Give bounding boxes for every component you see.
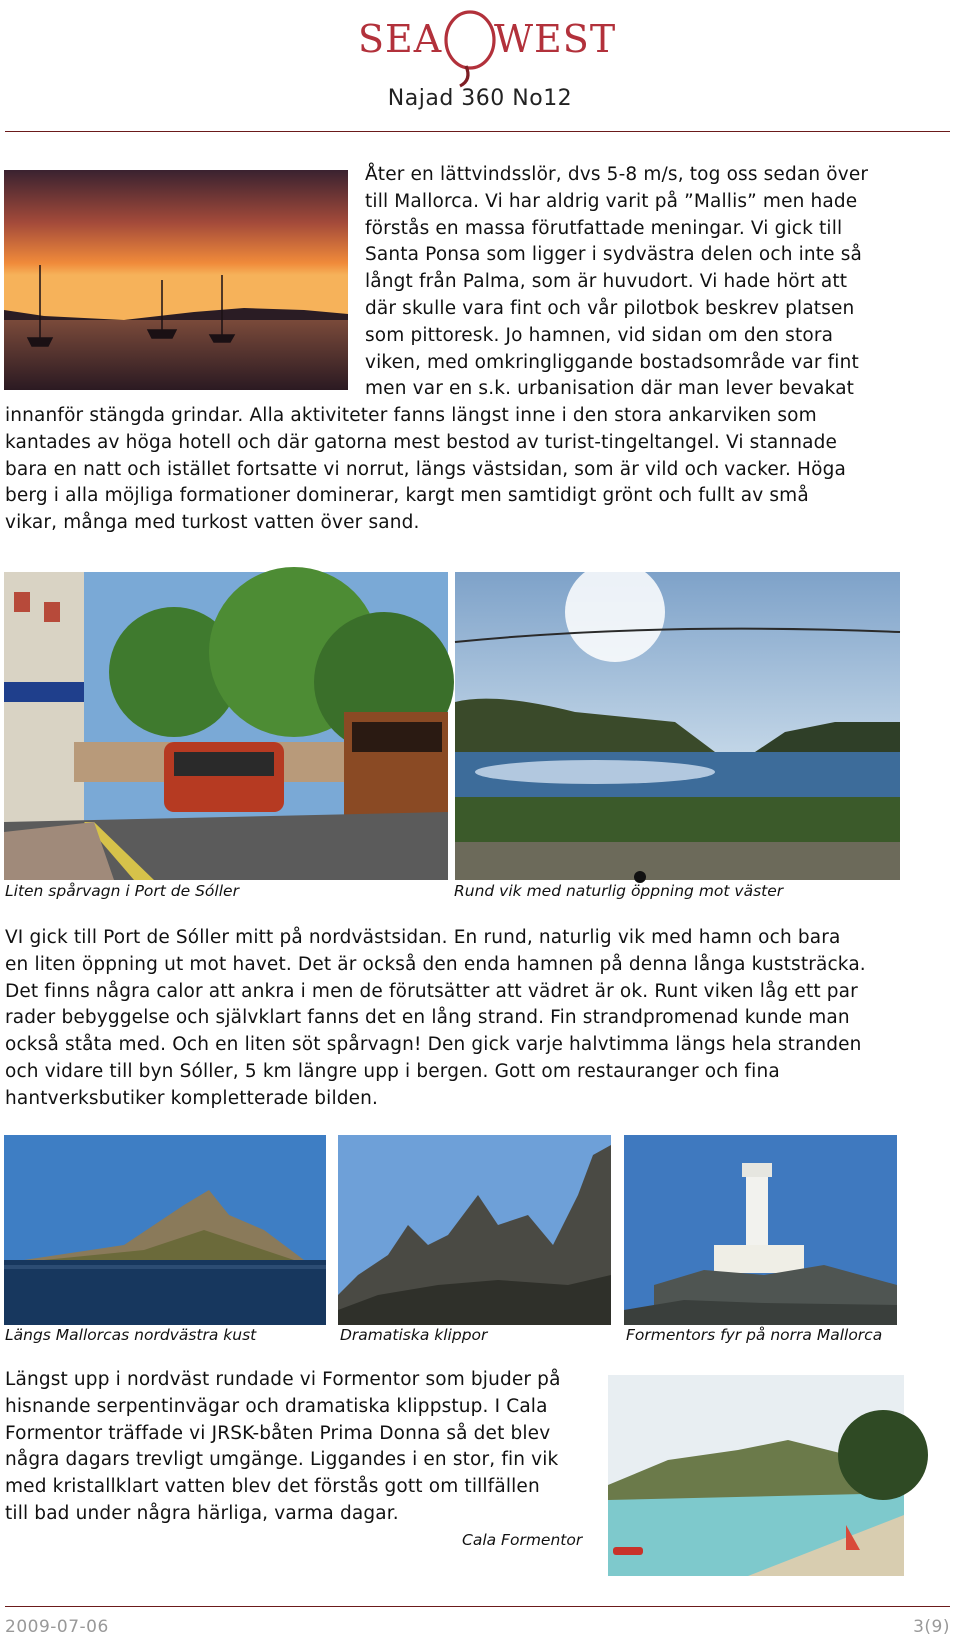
beach-photo bbox=[608, 1375, 904, 1576]
text-line: och vidare till byn Sóller, 5 km längre upp i bergen. Gott om restauranger och fina bbox=[5, 1060, 780, 1082]
caption-beach: Cala Formentor bbox=[462, 1531, 583, 1549]
caption-tram: Liten spårvagn i Port de Sóller bbox=[5, 882, 239, 900]
text-line: också ståta med. Och en liten söt spårvagn! Den gick varje halvtimma längs hela stranden bbox=[5, 1034, 862, 1056]
text-line: där skulle vara fint och vår pilotbok beskrev platsen bbox=[365, 297, 855, 319]
text-line: innanför stängda grindar. Alla aktiviteter fanns längst inne i den stora ankarviken som bbox=[5, 405, 817, 426]
text-line: hisnande serpentinvägar och dramatiska klippstup. I Cala bbox=[5, 1395, 548, 1417]
footer-page-number: 3(9) bbox=[913, 1617, 950, 1637]
text-line: kantades av höga hotell och där gatorna mest bestod av turist-tingeltangel. Vi stannade bbox=[5, 431, 838, 453]
svg-text:WEST: WEST bbox=[494, 17, 617, 61]
cliffs-photo bbox=[338, 1135, 611, 1325]
intro-paragraph-wrapped bbox=[365, 162, 950, 403]
text-line: berg i alla möjliga formationer dominerar, kargt men samtidigt grönt och fullt av små bbox=[5, 485, 809, 507]
text-line: en liten öppning ut mot havet. Det är också den enda hamnen på denna långa kuststräcka. bbox=[5, 953, 866, 975]
formentor-paragraph bbox=[5, 1367, 605, 1528]
bay-photo bbox=[455, 572, 900, 880]
document-subtitle: Najad 360 No12 bbox=[387, 86, 573, 111]
text-line: Längst upp i nordväst rundade vi Formentor som bjuder på bbox=[5, 1369, 561, 1390]
caption-lighthouse: Formentors fyr på norra Mallorca bbox=[626, 1326, 883, 1344]
text-line: förstås en massa förutfattade meningar. Vi gick till bbox=[365, 217, 843, 239]
text-line: Det finns några calor att ankra i men de förutsätter att vädret är ok. Runt viken låg ett par bbox=[5, 980, 858, 1002]
intro-paragraph-full bbox=[5, 403, 955, 537]
text-line: Formentor träffade vi JRSK-båten Prima Donna så det blev bbox=[5, 1422, 551, 1444]
text-line: hantverksbutiker kompletterade bilden. bbox=[5, 1087, 379, 1109]
text-line: rader bebyggelse och självklart fanns det en lång strand. Fin strandpromenad kunde man bbox=[5, 1007, 850, 1029]
caption-coast: Längs Mallorcas nordvästra kust bbox=[5, 1326, 257, 1344]
text-line: viken, med omkringliggande bostadsområde var fint bbox=[365, 351, 859, 373]
svg-text:SEA: SEA bbox=[358, 17, 443, 61]
coast-photo bbox=[4, 1135, 326, 1325]
port-de-soller-paragraph bbox=[5, 925, 955, 1113]
caption-cliffs: Dramatiska klippor bbox=[340, 1326, 488, 1344]
header-divider bbox=[5, 131, 950, 132]
text-line: några dagars trevligt umgänge. Liggandes i en stor, fin vik bbox=[5, 1449, 559, 1471]
footer-date: 2009-07-06 bbox=[5, 1617, 109, 1637]
text-line: till Mallorca. Vi har aldrig varit på ”Mallis” men hade bbox=[365, 190, 858, 212]
caption-bay: Rund vik med naturlig öppning mot väster bbox=[454, 882, 784, 900]
text-line: Åter en lättvindsslör, dvs 5-8 m/s, tog oss sedan över bbox=[365, 164, 869, 185]
text-line: långt från Palma, som är huvudort. Vi hade hört att bbox=[365, 271, 848, 293]
text-line: vikar, många med turkost vatten över sand. bbox=[5, 512, 420, 534]
lighthouse-photo bbox=[624, 1135, 897, 1325]
seaqwest-logo bbox=[358, 8, 617, 88]
footer-divider bbox=[5, 1606, 950, 1607]
text-line: med kristallklart vatten blev det förstås gott om tillfällen bbox=[5, 1476, 540, 1498]
tram-photo bbox=[4, 572, 448, 880]
text-line: till bad under några härliga, varma dagar. bbox=[5, 1502, 399, 1524]
sunset-harbor-photo bbox=[4, 170, 348, 390]
text-line: Santa Ponsa som ligger i sydvästra delen och inte så bbox=[365, 244, 863, 266]
text-line: VI gick till Port de Sóller mitt på nordvästsidan. En rund, naturlig vik med hamn och bara bbox=[5, 927, 841, 948]
text-line: bara en natt och istället fortsatte vi norrut, längs västsidan, som är vild och vacker. Höga bbox=[5, 458, 846, 480]
text-line: men var en s.k. urbanisation där man lever bevakat bbox=[365, 378, 855, 400]
text-line: som pittoresk. Jo hamnen, vid sidan om den stora bbox=[365, 324, 834, 346]
